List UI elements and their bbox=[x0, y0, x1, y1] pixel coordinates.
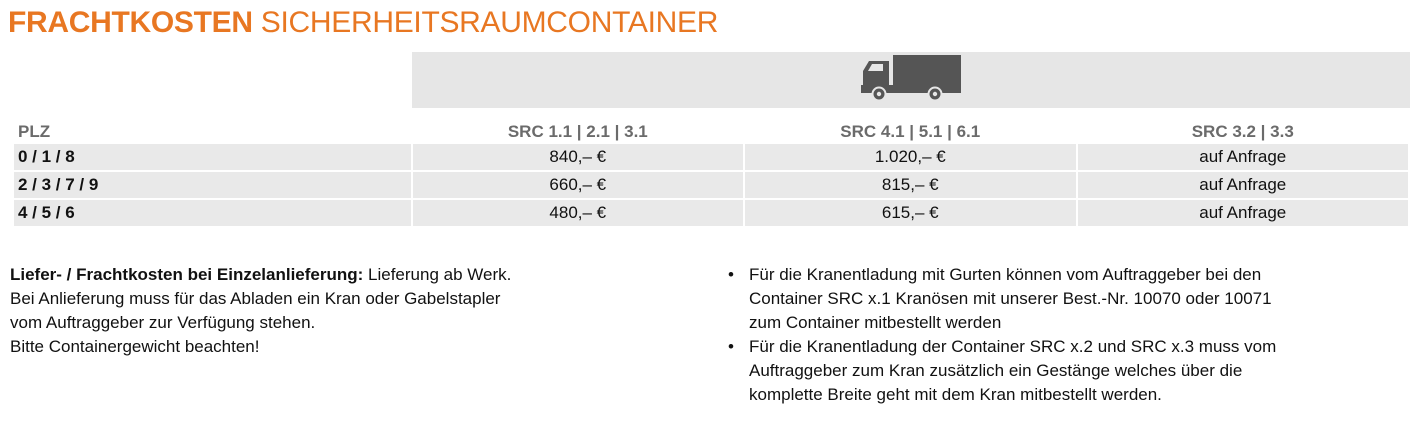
header-src-3-2: SRC 3.2 | 3.3 bbox=[1191, 122, 1294, 141]
note-lead-bold: Liefer- / Frachtkosten bei Einzelanlieferung: bbox=[10, 265, 364, 284]
price-cell: 660,– € bbox=[413, 172, 743, 198]
list-item bbox=[727, 263, 1407, 335]
table-row bbox=[14, 200, 1408, 226]
truck-header-bar bbox=[412, 52, 1410, 108]
header-src-4: SRC 4.1 | 5.1 | 6.1 bbox=[840, 122, 981, 141]
table-row bbox=[14, 144, 1408, 170]
title-light: SICHERHEITSRAUMCONTAINER bbox=[260, 6, 719, 39]
delivery-notes bbox=[10, 263, 650, 359]
list-item-line: Für die Kranentladung der Container SRC x.2 und SRC x.3 muss vom bbox=[749, 337, 1277, 356]
list-item-line: zum Container mitbestellt werden bbox=[749, 313, 1002, 332]
list-item-line: Für die Kranentladung mit Gurten können vom Auftraggeber bei den bbox=[749, 265, 1262, 284]
note-line: Bitte Containergewicht beachten! bbox=[10, 337, 260, 356]
price-cell: 840,– € bbox=[413, 144, 743, 170]
list-item bbox=[727, 335, 1407, 407]
list-item-line: komplette Breite geht mit dem Kran mitbestellt werden. bbox=[749, 385, 1162, 404]
list-item-line: Container SRC x.1 Kranösen mit unserer Best.-Nr. 10070 oder 10071 bbox=[749, 289, 1272, 308]
note-line: vom Auftraggeber zur Verfügung stehen. bbox=[10, 313, 316, 332]
crane-notes-list bbox=[727, 263, 1407, 407]
bullet-icon: • bbox=[728, 265, 734, 284]
price-cell: 1.020,– € bbox=[745, 144, 1075, 170]
price-cell: 480,– € bbox=[413, 200, 743, 226]
page-title bbox=[8, 4, 718, 42]
price-cell: auf Anfrage bbox=[1078, 172, 1409, 198]
header-plz: PLZ bbox=[18, 122, 51, 141]
price-cell: auf Anfrage bbox=[1078, 200, 1409, 226]
note-lead-rest: Lieferung ab Werk. bbox=[363, 265, 512, 284]
title-strong: FRACHTKOSTEN bbox=[8, 6, 253, 39]
plz-cell: 4 / 5 / 6 bbox=[14, 200, 411, 226]
price-cell: 615,– € bbox=[745, 200, 1075, 226]
header-src-1: SRC 1.1 | 2.1 | 3.1 bbox=[507, 122, 648, 141]
table-header-row bbox=[14, 116, 1408, 142]
plz-cell: 2 / 3 / 7 / 9 bbox=[14, 172, 411, 198]
price-cell: 815,– € bbox=[745, 172, 1075, 198]
freight-cost-table bbox=[12, 114, 1410, 228]
price-cell: auf Anfrage bbox=[1078, 144, 1409, 170]
table-row bbox=[14, 172, 1408, 198]
truck-icon bbox=[859, 53, 963, 108]
bullet-icon: • bbox=[728, 337, 734, 356]
plz-cell: 0 / 1 / 8 bbox=[14, 144, 411, 170]
note-line bbox=[10, 263, 650, 287]
note-line: Bei Anlieferung muss für das Abladen ein Kran oder Gabelstapler bbox=[10, 289, 501, 308]
list-item-line: Auftraggeber zum Kran zusätzlich ein Gestänge welches über die bbox=[749, 361, 1243, 380]
